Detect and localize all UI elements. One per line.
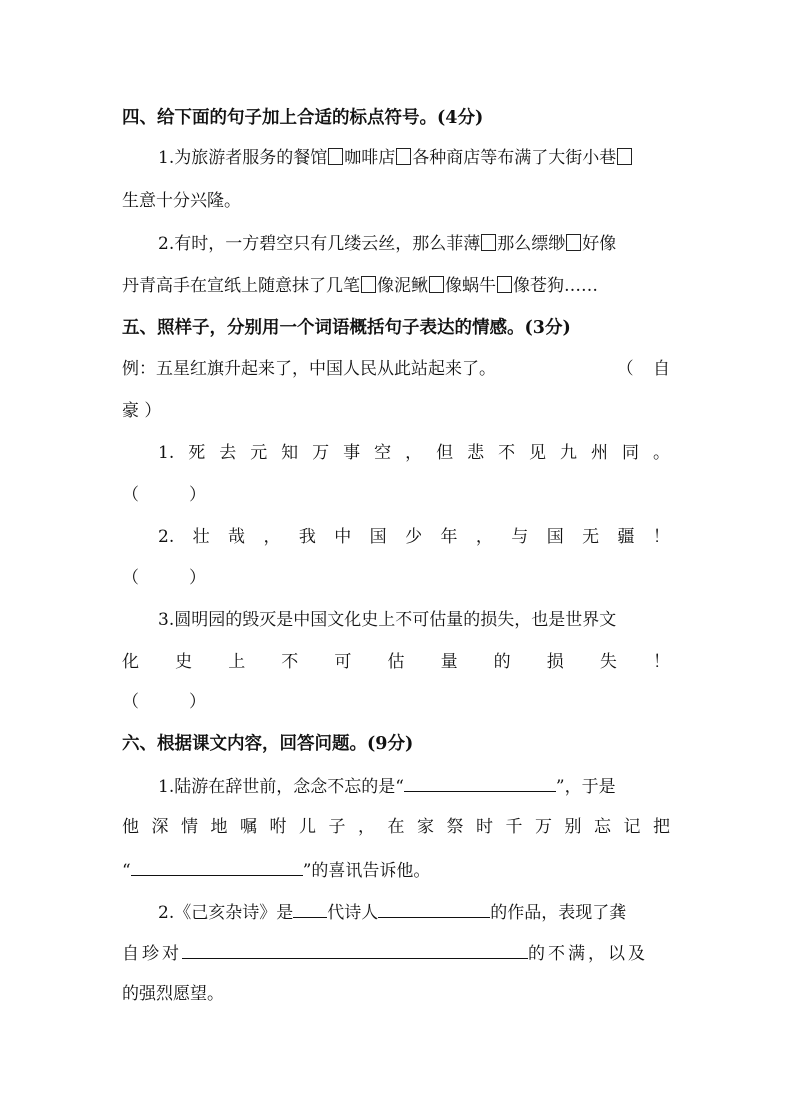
s4-q2-line2 xyxy=(122,274,670,298)
spread-char: 年 xyxy=(440,527,458,547)
spread-char: 嘱 xyxy=(240,817,257,837)
answer-blank[interactable] xyxy=(378,899,490,918)
s6-q2-text: 的作品，表现了龚 xyxy=(490,903,627,923)
spread-char: 知 xyxy=(281,443,299,463)
spread-char: 同 xyxy=(622,443,639,463)
s5-example-text: 例：五星红旗升起来了，中国人民从此站起来了。 xyxy=(122,359,496,379)
spread-char: 忘 xyxy=(594,817,611,837)
s6-q2-text: 自珍对 xyxy=(122,944,182,964)
spread-char: 祭 xyxy=(446,817,464,837)
s6-q1-text: “ xyxy=(122,861,131,881)
s5-q2-answer[interactable] xyxy=(122,566,206,590)
s4-q2-text: 像苍狗…… xyxy=(513,276,598,296)
spread-char: 2. xyxy=(158,527,175,547)
spread-char: 地 xyxy=(210,817,228,837)
s6-q1-line1 xyxy=(158,773,670,799)
spread-char: 事 xyxy=(343,443,361,463)
s4-q2-text: 像蜗牛 xyxy=(445,276,496,296)
spread-char: 少 xyxy=(405,527,423,547)
s6-q1-text: ”，于是 xyxy=(555,777,616,797)
s6-q2-line2 xyxy=(122,940,670,966)
spread-char: 咐 xyxy=(269,817,287,837)
spread-char: 1. xyxy=(158,443,175,463)
punctuation-box[interactable] xyxy=(429,276,444,293)
answer-blank[interactable] xyxy=(182,940,528,959)
section-6-title: 六、根据课文内容，回答问题。(9分) xyxy=(122,734,414,754)
spread-char: 与 xyxy=(511,527,529,547)
spread-char: 子 xyxy=(328,817,346,837)
s5-q1-line xyxy=(158,441,670,465)
spread-char: 空 xyxy=(374,443,392,463)
s6-q1-text: 1.陆游在辞世前，念念不忘的是“ xyxy=(158,777,404,797)
s4-q1-line2: 生意十分兴隆。 xyxy=(122,191,241,211)
spread-char: 但 xyxy=(436,443,454,463)
spread-char: ！ xyxy=(652,527,670,547)
s6-q1-text: ”的喜讯告诉他。 xyxy=(302,861,431,881)
spread-char: 中 xyxy=(334,527,352,547)
s5-example-answer-close: 豪 ） xyxy=(122,401,162,421)
spread-char: 儿 xyxy=(299,817,316,837)
s4-q1-line1 xyxy=(158,146,670,170)
spread-char: 把 xyxy=(653,817,670,837)
spread-char: 疆 xyxy=(617,527,635,547)
spread-char: 深 xyxy=(151,817,169,837)
s6-q2-text: 2.《己亥杂诗》是 xyxy=(158,903,294,923)
spread-char: 万 xyxy=(535,817,552,837)
punctuation-box[interactable] xyxy=(396,148,411,165)
s4-q2-text: 2.有时，一方碧空只有几缕云丝，那么菲薄 xyxy=(158,234,481,254)
spread-char: ， xyxy=(475,527,493,547)
paren-close: ） xyxy=(189,568,206,588)
s5-example-answer-open: （ 自 xyxy=(616,359,670,379)
spread-char: 元 xyxy=(250,443,268,463)
spread-char: ， xyxy=(358,817,375,837)
spread-char: 上 xyxy=(228,652,246,672)
s4-q1-text: 咖啡店 xyxy=(344,148,396,168)
spread-char: 国 xyxy=(546,527,564,547)
spread-char: 失 xyxy=(599,652,617,672)
spread-char: ， xyxy=(405,443,423,463)
s5-q1-answer[interactable] xyxy=(122,483,206,507)
punctuation-box[interactable] xyxy=(497,276,512,293)
s4-q1-text: 1.为旅游者服务的餐馆 xyxy=(158,148,328,168)
spread-char: 见 xyxy=(529,443,547,463)
spread-char: 的 xyxy=(493,652,511,672)
spread-char: 史 xyxy=(175,652,193,672)
spread-char: 无 xyxy=(582,527,600,547)
s6-q1-line2 xyxy=(122,815,670,839)
spread-char: 州 xyxy=(591,443,609,463)
s5-q3-answer[interactable] xyxy=(122,690,206,714)
answer-blank[interactable] xyxy=(404,773,556,792)
spread-char: 量 xyxy=(440,652,458,672)
spread-char: 不 xyxy=(498,443,516,463)
s4-q1-text: 各种商店等布满了大街小巷 xyxy=(412,148,617,168)
s4-q2-text: 丹青高手在宣纸上随意抹了几笔 xyxy=(122,276,360,296)
s6-q2-text: 的不满，以及 xyxy=(528,944,648,964)
spread-char: 去 xyxy=(219,443,237,463)
spread-char: 别 xyxy=(564,817,582,837)
punctuation-box[interactable] xyxy=(617,148,632,165)
paren-open: （ xyxy=(122,692,139,712)
s4-q2-text: 好像 xyxy=(582,234,617,254)
punctuation-box[interactable] xyxy=(361,276,376,293)
paren-close: ） xyxy=(189,485,206,505)
spread-char: 情 xyxy=(181,817,198,837)
spread-char: 。 xyxy=(652,443,670,463)
s6-q2-line1 xyxy=(158,899,670,925)
spread-char: 万 xyxy=(312,443,330,463)
spread-char: 时 xyxy=(476,817,493,837)
spread-char: 损 xyxy=(546,652,564,672)
spread-char: 不 xyxy=(281,652,299,672)
punctuation-box[interactable] xyxy=(328,148,343,165)
spread-char: 可 xyxy=(334,652,352,672)
s4-q2-line1 xyxy=(158,232,670,256)
spread-char: 估 xyxy=(387,652,405,672)
spread-char: 记 xyxy=(623,817,641,837)
spread-char: 家 xyxy=(417,817,434,837)
spread-char: 哉 xyxy=(228,527,246,547)
spread-char: 千 xyxy=(505,817,523,837)
spread-char: ， xyxy=(263,527,281,547)
paren-open: （ xyxy=(122,568,139,588)
paren-close: ） xyxy=(189,692,206,712)
spread-char: 我 xyxy=(298,527,316,547)
answer-blank[interactable] xyxy=(131,857,303,876)
spread-char: 国 xyxy=(369,527,387,547)
spread-char: 在 xyxy=(387,817,405,837)
punctuation-box[interactable] xyxy=(481,234,496,251)
section-5-title: 五、照样子，分别用一个词语概括句子表达的情感。(3分) xyxy=(122,318,571,338)
s5-q2-line xyxy=(158,525,670,549)
s6-q2-text: 代诗人 xyxy=(327,903,379,923)
s5-example-line1 xyxy=(122,357,670,381)
spread-char: 死 xyxy=(188,443,206,463)
s6-q1-line3 xyxy=(122,857,670,883)
paren-open: （ xyxy=(122,485,139,505)
spread-char: 他 xyxy=(122,817,139,837)
answer-blank[interactable] xyxy=(293,899,327,918)
section-4-title: 四、给下面的句子加上合适的标点符号。(4分) xyxy=(122,108,484,128)
spread-char: 悲 xyxy=(467,443,485,463)
spread-char: 化 xyxy=(122,652,139,672)
spread-char: ！ xyxy=(652,652,670,672)
spread-char: 九 xyxy=(560,443,578,463)
punctuation-box[interactable] xyxy=(566,234,581,251)
s5-q3-line1: 3.圆明园的毁灭是中国文化史上不可估量的损失，也是世界文 xyxy=(158,610,617,630)
spread-char: 壮 xyxy=(192,527,210,547)
s4-q2-text: 那么缥缈 xyxy=(497,234,566,254)
s6-q2-line3: 的强烈愿望。 xyxy=(122,984,224,1004)
s5-q3-line2 xyxy=(122,650,670,674)
s4-q2-text: 像泥鳅 xyxy=(377,276,428,296)
